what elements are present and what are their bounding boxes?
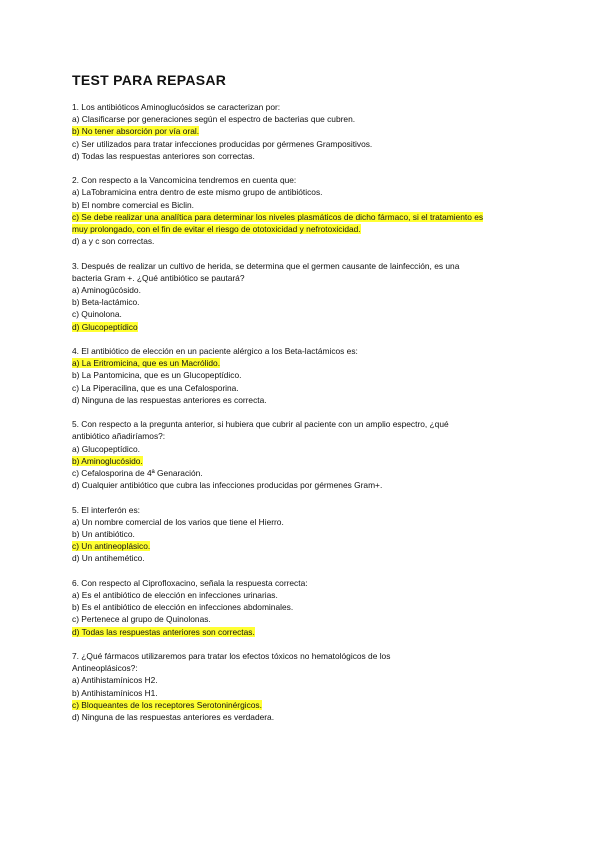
answer-option: b) Beta-lactámico. <box>72 297 140 308</box>
answer-option: c) Cefalosporina de 4ª Genaración. <box>72 468 203 479</box>
highlighted-answer-text: c) Un antineoplásico. <box>72 541 151 552</box>
highlighted-answer-text: c) Se debe realizar una analítica para determinar los niveles plasmáticos de dicho fármaco, si el tratamiento es <box>72 211 484 222</box>
answer-option: a) Clasificarse por generaciones según el espectro de bacterias que cubren. <box>72 114 356 125</box>
answer-option-highlighted <box>72 540 528 552</box>
answer-option: a) Es el antibiótico de elección en infecciones urinarias. <box>72 590 278 601</box>
highlighted-answer-text: d) Glucopeptídico <box>72 321 138 332</box>
answer-option-highlighted <box>72 699 528 711</box>
question-text: 7. ¿Qué fármacos utilizaremos para tratar los efectos tóxicos no hematológicos de los <box>72 651 391 662</box>
answer-option: b) El nombre comercial es Biclin. <box>72 199 194 210</box>
answer-option-highlighted <box>72 455 528 467</box>
answer-option-highlighted <box>72 223 528 235</box>
question-list <box>72 101 528 735</box>
question-block <box>72 174 528 247</box>
answer-option-highlighted <box>72 626 528 638</box>
question-block <box>72 260 528 333</box>
answer-option: c) La Piperacilina, que es una Cefalosporina. <box>72 382 239 393</box>
answer-option-highlighted <box>72 125 528 137</box>
answer-option: a) Glucopeptídico. <box>72 443 140 454</box>
question-block <box>72 577 528 638</box>
page-title: TEST PARA REPASAR <box>72 72 227 88</box>
highlighted-answer-text: b) No tener absorción por vía oral. <box>72 126 200 137</box>
question-text: 6. Con respecto al Ciprofloxacino, señala la respuesta correcta: <box>72 577 308 588</box>
question-text: bacteria Gram +. ¿Qué antibiótico se pautará? <box>72 272 245 283</box>
answer-option: c) Quinolona. <box>72 309 122 320</box>
question-text: 1. Los antibióticos Aminoglucósidos se caracterizan por: <box>72 102 281 112</box>
answer-option: d) Un antihemético. <box>72 553 145 564</box>
question-block <box>72 345 528 406</box>
question-block <box>72 101 528 162</box>
question-text: 5. El interferón es: <box>72 504 140 515</box>
question-text: 4. El antibiótico de elección en un paciente alérgico a los Beta-lactámicos es: <box>72 346 358 357</box>
answer-option-highlighted <box>72 357 528 369</box>
highlighted-answer-text: c) Bloqueantes de los receptores Serotoninérgicos. <box>72 699 262 710</box>
answer-option-highlighted <box>72 211 528 223</box>
answer-option: d) Ninguna de las respuestas anteriores es verdadera. <box>72 712 275 723</box>
answer-option: b) Un antibiótico. <box>72 529 135 540</box>
answer-option: a) Aminogúcósido. <box>72 285 141 296</box>
answer-option: d) a y c son correctas. <box>72 236 155 247</box>
question-block <box>72 504 528 565</box>
answer-option: d) Cualquier antibiótico que cubra las infecciones producidas por gérmenes Gram+. <box>72 480 383 491</box>
highlighted-answer-text: d) Todas las respuestas anteriores son correctas. <box>72 626 255 637</box>
answer-option: b) Es el antibiótico de elección en infecciones abdominales. <box>72 602 294 613</box>
highlighted-answer-text: muy prolongado, con el fin de evitar el riesgo de ototoxicidad y nefrotoxicidad. <box>72 224 361 235</box>
highlighted-answer-text: b) Aminoglucósido. <box>72 455 143 466</box>
question-text: antibiótico añadiríamos?: <box>72 431 166 442</box>
question-block <box>72 418 528 491</box>
question-text: 2. Con respecto a la Vancomicina tendremos en cuenta que: <box>72 175 297 186</box>
answer-option: c) Pertenece al grupo de Quinolonas. <box>72 614 211 625</box>
answer-option: a) Un nombre comercial de los varios que tiene el Hierro. <box>72 516 284 527</box>
answer-option: b) Antihistamínicos H1. <box>72 687 158 698</box>
answer-option: a) Antihistamínicos H2. <box>72 675 158 686</box>
answer-option: d) Todas las respuestas anteriores son correctas. <box>72 150 255 161</box>
question-text: 3. Después de realizar un cultivo de herida, se determina que el germen causante de lainfección, es una <box>72 260 460 271</box>
answer-option: a) LaTobramicina entra dentro de este mismo grupo de antibióticos. <box>72 187 323 198</box>
question-text: Antineoplásicos?: <box>72 663 138 674</box>
answer-option: b) La Pantomicina, que es un Glucopeptídico. <box>72 370 242 381</box>
answer-option-highlighted <box>72 321 528 333</box>
highlighted-answer-text: a) La Eritromicina, que es un Macrólido. <box>72 358 221 369</box>
question-text: 5. Con respecto a la pregunta anterior, si hubiera que cubrir al paciente con un amplio espectro, ¿qué <box>72 419 449 430</box>
answer-option: d) Ninguna de las respuestas anteriores es correcta. <box>72 394 267 405</box>
answer-option: c) Ser utilizados para tratar infecciones producidas por gérmenes Grampositivos. <box>72 138 373 149</box>
question-block <box>72 650 528 723</box>
